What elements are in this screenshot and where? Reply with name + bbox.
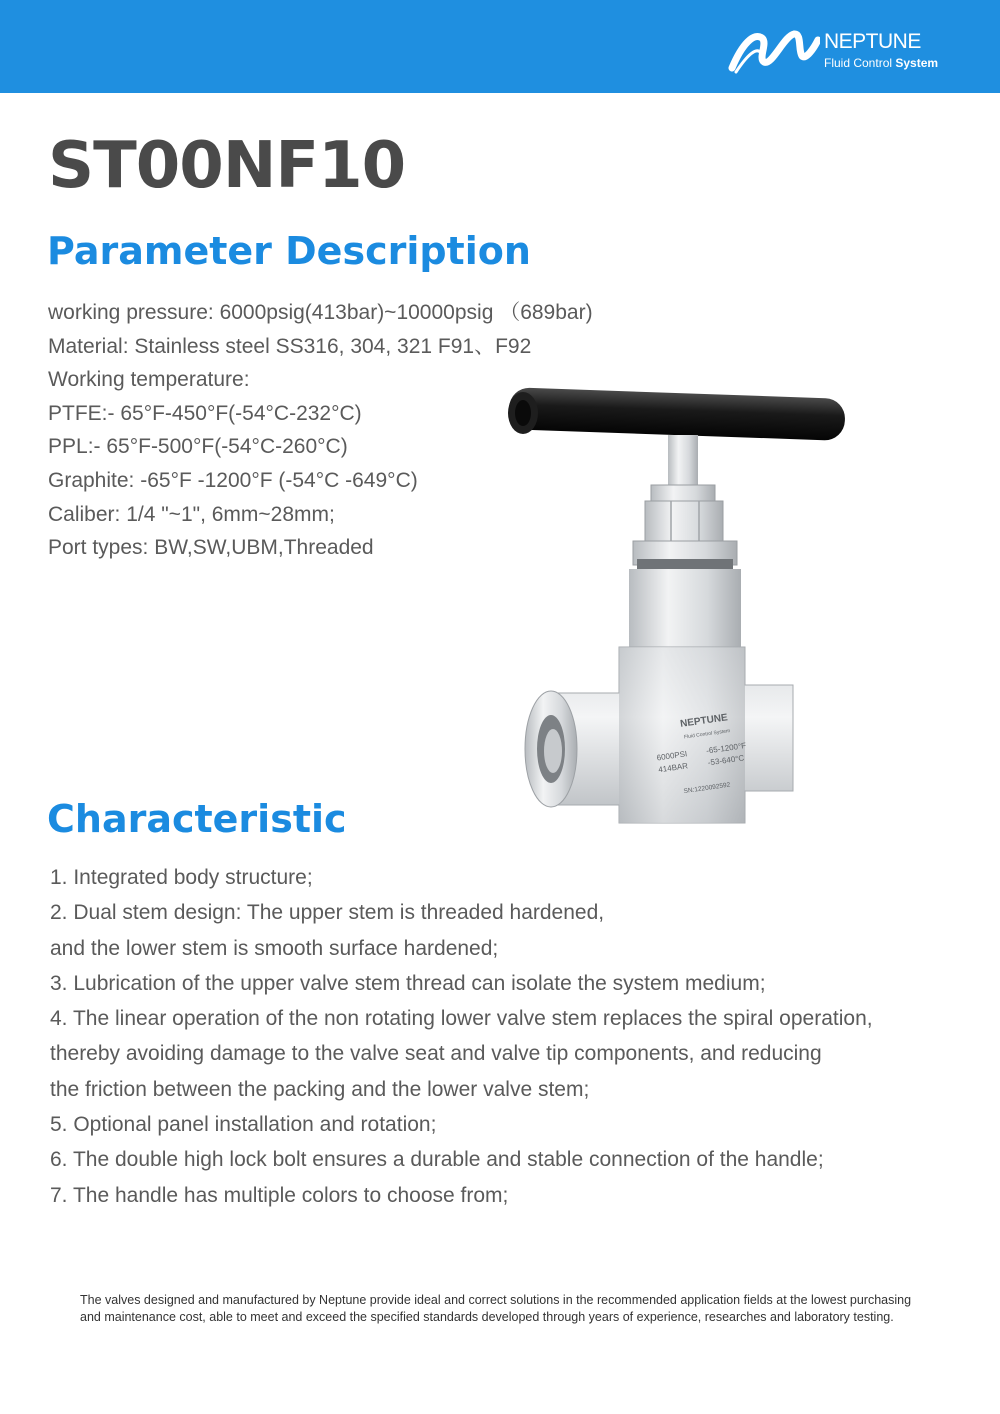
brand-tagline	[824, 56, 938, 70]
param-line: PTFE:- 65°F-450°F(-54°C-232°C)	[48, 401, 362, 425]
characteristic-line: the friction between the packing and the lower valve stem;	[50, 1077, 590, 1101]
characteristic-line: 3. Lubrication of the upper valve stem thread can isolate the system medium;	[50, 971, 766, 995]
engraving-pressure-bar: 414BAR	[657, 761, 689, 775]
characteristic-section-title: Characteristic	[47, 797, 347, 841]
characteristic-line: 5. Optional panel installation and rotation;	[50, 1113, 437, 1137]
characteristic-line: 4. The linear operation of the non rotating lower valve stem replaces the spiral operation,	[50, 1007, 873, 1031]
param-line: Working temperature:	[48, 368, 250, 392]
characteristic-line: and the lower stem is smooth surface hardened;	[50, 936, 499, 960]
engraving-tag: Fluid Control System	[683, 728, 731, 741]
brand-logo[interactable]	[728, 24, 958, 80]
neptune-wave-logo-icon	[728, 24, 820, 76]
engraving-temp-c: -53-640°C	[707, 753, 745, 768]
param-line: Caliber: 1/4 "~1", 6mm~28mm;	[48, 502, 335, 526]
characteristic-line: 1. Integrated body structure;	[50, 866, 313, 889]
header-bar	[0, 0, 1000, 93]
brand-tag-bold: System	[895, 56, 939, 70]
characteristic-line: thereby avoiding damage to the valve seat and valve tip components, and reducing	[50, 1042, 822, 1066]
param-line: Graphite: -65°F -1200°F (-54°C -649°C)	[48, 468, 418, 492]
param-line: working pressure: 6000psig(413bar)~10000psig （689bar)	[48, 301, 593, 324]
engraving-temp-f: -65-1200°F	[705, 741, 747, 756]
param-line: Material: Stainless steel SS316, 304, 321 F91、F92	[48, 334, 532, 358]
brand-tag-light: Fluid Control	[824, 56, 893, 70]
engraving-serial: SN:1220092592	[683, 781, 731, 796]
characteristic-list	[50, 860, 873, 1213]
model-number: ST00NF10	[48, 129, 406, 203]
engraving-brand: NEPTUNE	[679, 712, 729, 730]
needle-valve-photo-icon	[495, 385, 865, 825]
characteristic-line: 7. The handle has multiple colors to choose from;	[50, 1183, 509, 1207]
engraving-pressure-psi: 6000PSI	[656, 749, 688, 763]
footer-disclaimer: The valves designed and manufactured by Neptune provide ideal and correct solutions in the recommended application fields at the lowest purchasing and maintenance cost, able to meet and exceed the specified standards developed through years of experience, researches and laboratory testing.	[80, 1293, 912, 1324]
parameter-section-title: Parameter Description	[47, 229, 531, 273]
brand-name: NEPTUNE	[824, 30, 921, 53]
param-line: Port types: BW,SW,UBM,Threaded	[48, 536, 374, 560]
param-line: PPL:- 65°F-500°F(-54°C-260°C)	[48, 435, 348, 459]
characteristic-line: 6. The double high lock bolt ensures a durable and stable connection of the handle;	[50, 1148, 824, 1172]
characteristic-line: 2. Dual stem design: The upper stem is threaded hardened,	[50, 901, 605, 925]
